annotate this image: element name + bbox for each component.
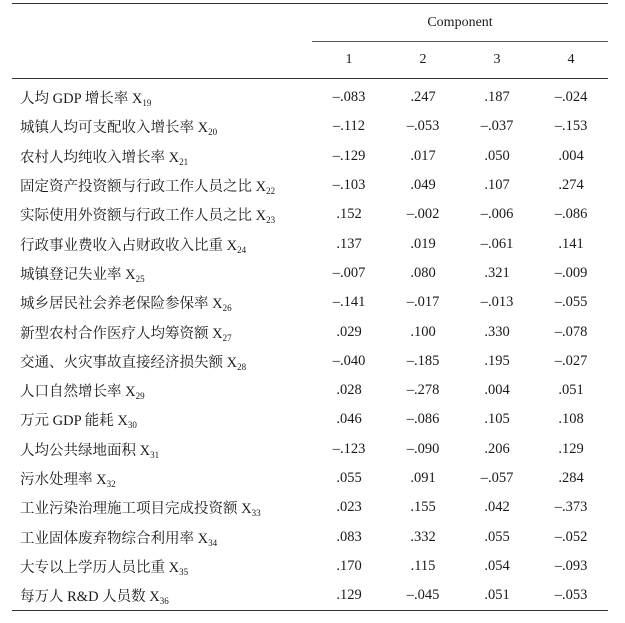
coefficient-cell-component-2: .332 (410, 528, 436, 545)
variable-subscript: 34 (208, 537, 218, 548)
coefficient-cell-component-3: .187 (484, 89, 510, 106)
component-score-coefficient-table (12, 3, 608, 611)
variable-subscript: 19 (142, 98, 152, 109)
table-row (12, 376, 608, 405)
variable-label (12, 317, 312, 346)
coefficient-cell-component-1: –.007 (332, 264, 366, 281)
coefficient-cell-component-2: .115 (410, 557, 436, 574)
variable-label (12, 288, 312, 317)
variable-subscript: 26 (222, 303, 232, 314)
coefficient-cell-component-4: .004 (558, 147, 584, 164)
coefficient-cell-component-2: –.002 (406, 206, 440, 223)
table-row (12, 259, 608, 288)
table-row (12, 112, 608, 141)
coefficient-cell-component-4: –.027 (554, 352, 588, 369)
variable-name: 工业污染治理施工项目完成投资额 X (20, 501, 252, 518)
coefficient-cell-component-2: –.278 (406, 382, 440, 399)
coefficient-cell-component-1: .023 (336, 499, 362, 516)
coefficient-cell-component-2: –.045 (386, 581, 460, 611)
coefficient-cell-component-1: –.129 (332, 147, 366, 164)
header-empty-cell (12, 4, 312, 42)
coefficient-cell-component-3: .051 (460, 581, 534, 611)
table-row (12, 288, 608, 317)
variable-name: 人均 GDP 增长率 X (20, 91, 143, 108)
table-row (12, 200, 608, 229)
variable-subscript: 36 (159, 596, 169, 607)
column-header-1: 1 (312, 42, 386, 79)
coefficient-cell-component-1: .083 (336, 528, 362, 545)
variable-name: 污水处理率 X (20, 472, 107, 488)
coefficient-cell-component-1: –.083 (332, 89, 366, 106)
variable-subscript: 33 (251, 508, 261, 519)
coefficient-cell-component-1: .170 (336, 557, 362, 574)
coefficient-cell-component-2: –.017 (406, 294, 440, 311)
table-row (12, 79, 608, 113)
variable-subscript: 29 (135, 391, 145, 402)
table-row (12, 405, 608, 434)
table-row (12, 552, 608, 581)
variable-label (12, 493, 312, 522)
variable-name: 人均公共绿地面积 X (20, 442, 151, 459)
table-row (12, 522, 608, 551)
variable-label (12, 405, 312, 434)
table-row (12, 171, 608, 200)
coefficient-cell-component-1: .129 (312, 581, 386, 611)
coefficient-cell-component-3: –.061 (480, 235, 514, 252)
variable-subscript: 23 (266, 215, 276, 226)
table-body (12, 79, 608, 611)
header-row-component (12, 4, 608, 42)
variable-label (12, 229, 312, 258)
coefficient-cell-component-2: .091 (410, 470, 436, 486)
coefficient-cell-component-4: .108 (558, 411, 584, 428)
coefficient-cell-component-1: .029 (336, 323, 362, 340)
coefficient-cell-component-3: .321 (484, 264, 510, 281)
coefficient-cell-component-3: –.006 (480, 206, 514, 223)
table-row (12, 581, 608, 611)
coefficient-cell-component-3: .206 (484, 440, 510, 457)
coefficient-cell-component-4: .141 (558, 235, 584, 252)
table-row (12, 493, 608, 522)
coefficient-cell-component-1: .046 (336, 411, 362, 428)
coefficient-cell-component-4: –.093 (554, 557, 588, 574)
variable-name: 新型农村合作医疗人均筹资额 X (20, 325, 223, 342)
variable-name: 行政事业费收入占财政收入比重 X (20, 237, 238, 254)
variable-name: 城镇登记失业率 X (20, 266, 136, 283)
coefficient-cell-component-4: –.055 (554, 294, 588, 311)
variable-name: 实际使用外资额与行政工作人员之比 X (20, 208, 267, 225)
coefficient-cell-component-1: –.141 (332, 294, 366, 311)
coefficient-cell-component-2: –.086 (406, 411, 440, 428)
table-row (12, 435, 608, 464)
coefficient-cell-component-2: .049 (410, 177, 436, 194)
coefficient-cell-component-1: –.123 (332, 440, 366, 457)
variable-label (12, 347, 312, 376)
coefficient-cell-component-1: .028 (336, 382, 362, 399)
coefficient-cell-component-4: .129 (558, 440, 584, 457)
header-row-columns (12, 42, 608, 79)
variable-subscript: 20 (208, 127, 218, 138)
variable-label (12, 79, 312, 113)
table-row (12, 317, 608, 346)
table-row (12, 464, 608, 493)
coefficient-cell-component-3: –.057 (480, 470, 514, 486)
variable-label (12, 435, 312, 464)
coefficient-cell-component-4: –.078 (554, 323, 588, 340)
variable-name: 工业固体废弃物综合利用率 X (20, 530, 209, 547)
coefficient-cell-component-1: .152 (336, 206, 362, 223)
coefficient-cell-component-2: .247 (410, 89, 436, 106)
coefficient-cell-component-4: –.052 (554, 528, 588, 545)
coefficient-cell-component-4: –.153 (554, 118, 588, 135)
header-empty-cell (12, 42, 312, 79)
table-row (12, 347, 608, 376)
coefficient-cell-component-4: –.009 (554, 264, 588, 281)
variable-label (12, 142, 312, 171)
coefficient-cell-component-3: .004 (484, 382, 510, 399)
variable-subscript: 30 (127, 420, 137, 431)
coefficient-cell-component-2: –.053 (406, 118, 440, 135)
variable-name: 城镇人均可支配收入增长率 X (20, 120, 209, 137)
coefficient-cell-component-4: –.086 (554, 206, 588, 223)
variable-label (12, 112, 312, 141)
coefficient-cell-component-3: .330 (484, 323, 510, 340)
variable-subscript: 31 (150, 449, 160, 460)
variable-name: 每万人 R&D 人员数 X (20, 589, 160, 606)
variable-subscript: 32 (106, 479, 116, 489)
coefficient-cell-component-2: –.090 (406, 440, 440, 457)
coefficient-cell-component-3: .050 (484, 147, 510, 164)
coefficient-cell-component-3: .054 (484, 557, 510, 574)
coefficient-cell-component-4: .274 (558, 177, 584, 194)
coefficient-cell-component-2: .019 (410, 235, 436, 252)
variable-subscript: 28 (237, 361, 247, 372)
variable-name: 农村人均纯收入增长率 X (20, 149, 180, 166)
variable-label (12, 259, 312, 288)
coefficient-cell-component-4: .051 (558, 382, 584, 399)
variable-label (12, 171, 312, 200)
variable-name: 交通、火灾事故直接经济损失额 X (20, 354, 238, 371)
variable-subscript: 25 (135, 273, 145, 284)
column-header-2: 2 (386, 42, 460, 79)
coefficient-cell-component-1: .055 (336, 470, 362, 486)
column-header-3: 3 (460, 42, 534, 79)
coefficient-cell-component-3: .042 (484, 499, 510, 516)
coefficient-cell-component-3: .055 (484, 528, 510, 545)
variable-name: 城乡居民社会养老保险参保率 X (20, 296, 223, 313)
coefficient-cell-component-1: –.112 (332, 118, 366, 135)
coefficient-cell-component-2: –.185 (406, 352, 440, 369)
variable-name: 万元 GDP 能耗 X (20, 413, 128, 430)
coefficient-cell-component-2: .017 (410, 147, 436, 164)
variable-label (12, 581, 312, 611)
variable-label (12, 522, 312, 551)
coefficient-cell-component-1: .137 (336, 235, 362, 252)
coefficient-cell-component-3: –.013 (480, 294, 514, 311)
variable-subscript: 27 (222, 332, 232, 343)
table-row (12, 142, 608, 171)
variable-name: 大专以上学历人员比重 X (20, 559, 180, 576)
coefficient-cell-component-2: .100 (410, 323, 436, 340)
coefficient-cell-component-3: .105 (484, 411, 510, 428)
coefficient-cell-component-2: .080 (410, 264, 436, 281)
variable-name: 固定资产投资额与行政工作人员之比 X (20, 179, 267, 196)
column-header-4: 4 (534, 42, 608, 79)
variable-label (12, 376, 312, 405)
variable-name: 人口自然增长率 X (20, 384, 136, 401)
coefficient-cell-component-4: –.373 (554, 499, 588, 516)
coefficient-cell-component-3: .195 (484, 352, 510, 369)
coefficient-cell-component-4: –.024 (554, 89, 588, 106)
coefficient-cell-component-3: –.037 (480, 118, 514, 135)
coefficient-cell-component-3: .107 (484, 177, 510, 194)
component-header: Component (312, 4, 608, 42)
coefficient-cell-component-1: –.040 (332, 352, 366, 369)
table-row (12, 229, 608, 258)
coefficient-cell-component-4: .284 (558, 470, 584, 486)
coefficient-cell-component-1: –.103 (332, 177, 366, 194)
coefficient-cell-component-2: .155 (410, 499, 436, 516)
variable-label (12, 464, 312, 493)
variable-subscript: 21 (179, 156, 189, 167)
variable-subscript: 22 (266, 186, 276, 197)
variable-subscript: 35 (179, 566, 189, 577)
variable-label (12, 552, 312, 581)
variable-label (12, 200, 312, 229)
coefficient-cell-component-4: –.053 (534, 581, 608, 611)
variable-subscript: 24 (237, 244, 247, 255)
